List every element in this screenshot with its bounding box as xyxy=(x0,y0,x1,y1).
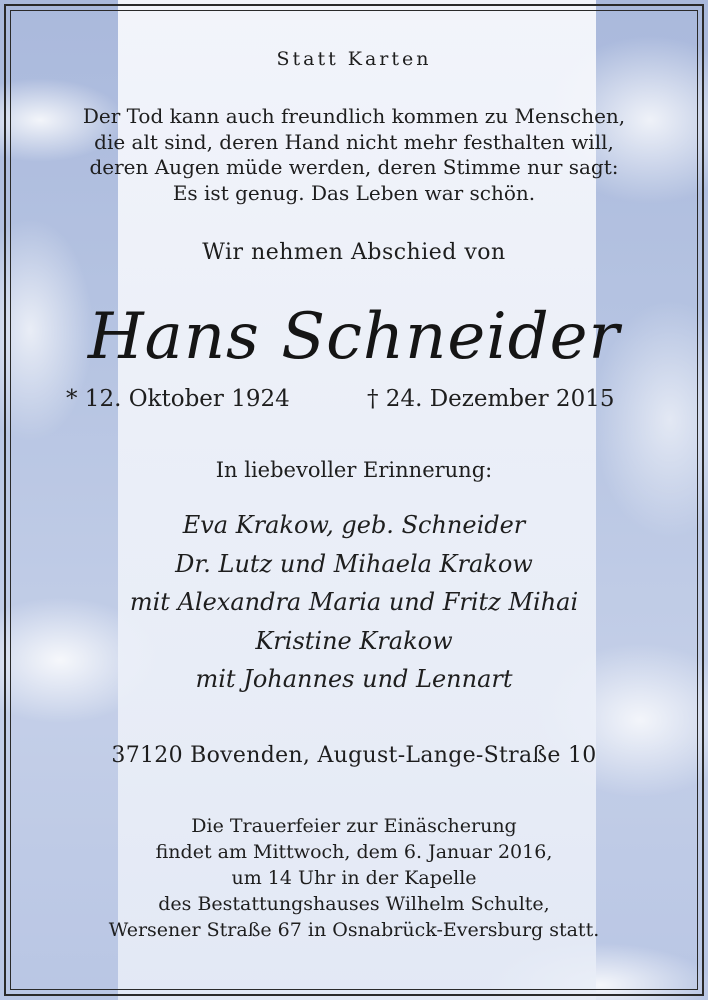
mourner-line: Eva Krakow, geb. Schneider xyxy=(182,511,526,539)
mourner-line: mit Alexandra Maria und Fritz Mihai xyxy=(129,588,579,616)
mourner-line: Dr. Lutz und Mihaela Krakow xyxy=(175,549,533,578)
poem-line: Es ist genug. Das Leben war schön. xyxy=(172,180,536,205)
service-line: um 14 Uhr in der Kapelle xyxy=(231,867,477,889)
birth-date: * 12. Oktober 1924 xyxy=(66,386,290,412)
memory-line: In liebevoller Erinnerung: xyxy=(215,458,493,482)
service-line: des Bestattungshauses Wilhelm Schulte, xyxy=(158,893,550,915)
poem-line: die alt sind, deren Hand nicht mehr festhalten will, xyxy=(94,129,614,154)
funeral-service-info xyxy=(0,813,708,943)
family-address: 37120 Bovenden, August-Lange-Straße 10 xyxy=(111,743,597,768)
service-line: Die Trauerfeier zur Einäscherung xyxy=(191,815,517,837)
mourners-list xyxy=(0,506,708,699)
poem-line: Der Tod kann auch freundlich kommen zu Menschen, xyxy=(82,104,626,128)
mourner-line: Kristine Krakow xyxy=(255,626,453,655)
service-line: Wersener Straße 67 in Osnabrück-Eversburg statt. xyxy=(108,919,600,941)
mourner-line: mit Johannes und Lennart xyxy=(195,665,513,693)
deceased-name: Hans Schneider xyxy=(87,300,621,374)
statt-karten-heading: Statt Karten xyxy=(276,48,432,70)
farewell-intro: Wir nehmen Abschied von xyxy=(202,240,506,265)
death-date: † 24. Dezember 2015 xyxy=(367,386,615,412)
poem-line: deren Augen müde werden, deren Stimme nur sagt: xyxy=(89,155,619,179)
poem xyxy=(0,104,708,206)
service-line: findet am Mittwoch, dem 6. Januar 2016, xyxy=(155,841,553,863)
